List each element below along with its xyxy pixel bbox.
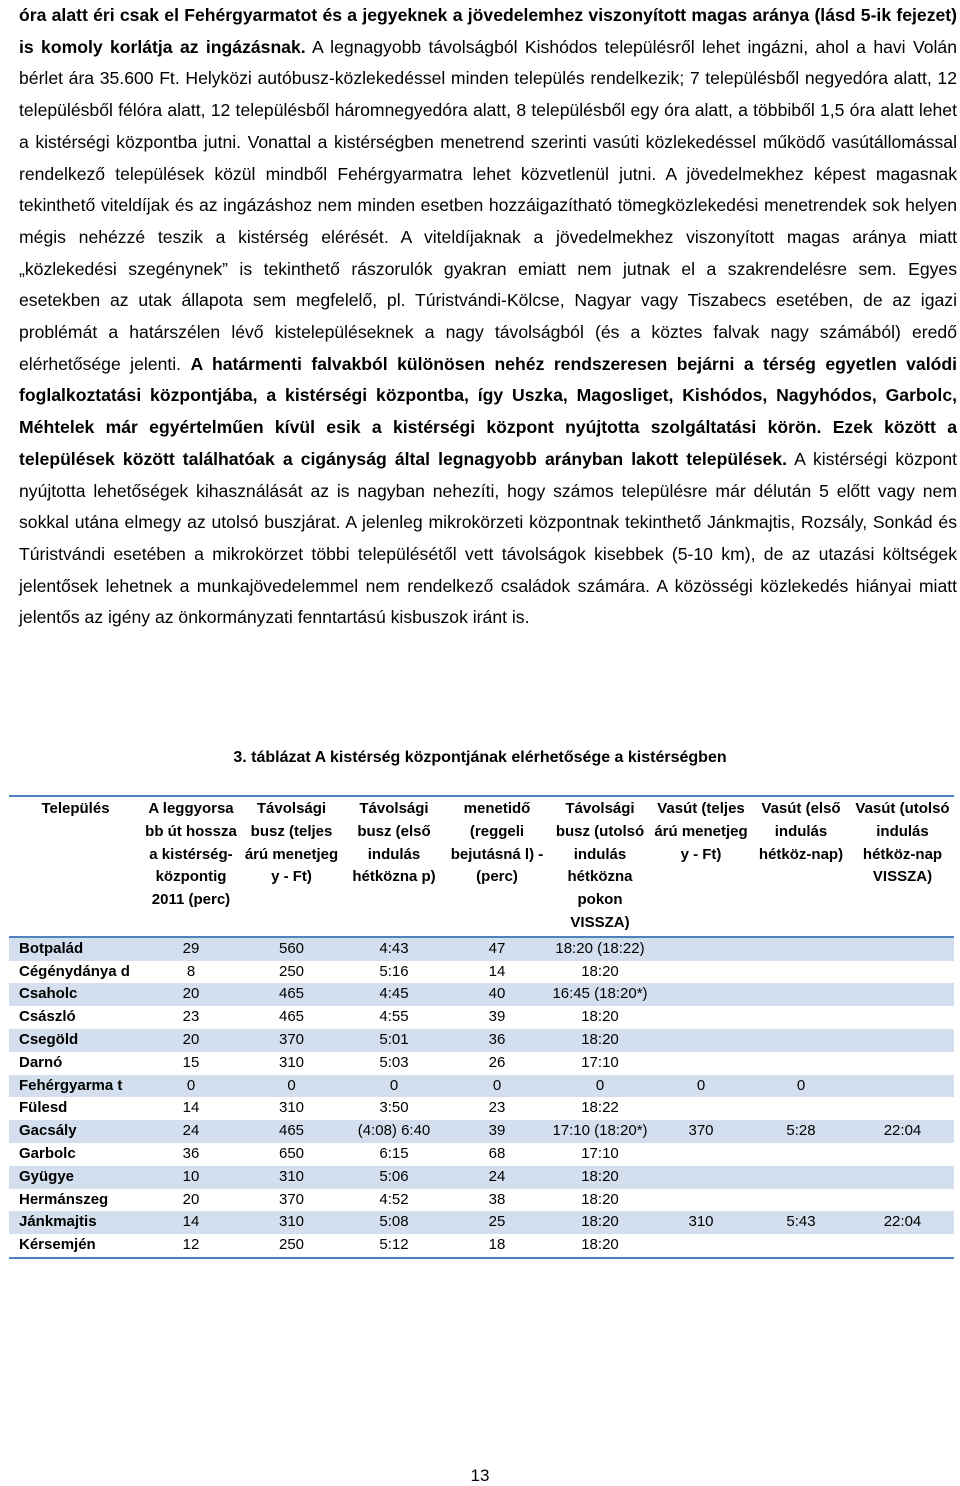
table-cell: 18:20: [581, 1030, 619, 1048]
settlement-name-cell: Csegöld: [19, 1030, 79, 1048]
table-row: [9, 983, 954, 1006]
table-cell: 6:15: [379, 1144, 409, 1162]
table-cell: 17:10 (18:20*): [552, 1122, 648, 1140]
table-cell: 5:06: [379, 1167, 409, 1185]
settlement-name-cell: Császló: [19, 1008, 76, 1026]
table-row: [9, 1075, 954, 1098]
table-cell: [751, 983, 851, 1006]
table-cell: 15: [182, 1053, 200, 1071]
table-cell: [851, 1052, 954, 1075]
table-cell: [851, 1234, 954, 1258]
table-cell: 18:20 (18:22): [555, 939, 645, 957]
table-row: [9, 1234, 954, 1258]
table-cell: [851, 1097, 954, 1120]
table-cell: [851, 1166, 954, 1189]
table-cell: 20: [182, 985, 200, 1003]
table-cell: 18:22: [581, 1099, 619, 1117]
table-cell: 310: [688, 1213, 714, 1231]
header-fastest-route: A leggyorsa bb út hossza a kistérség-központig 2011 (perc): [145, 800, 237, 909]
table-cell: 0: [186, 1076, 196, 1094]
table-row: [9, 937, 954, 961]
table-cell: 14: [182, 1213, 200, 1231]
header-settlement: Település: [41, 800, 110, 817]
table-cell: 14: [488, 962, 506, 980]
table-cell: 36: [182, 1144, 200, 1162]
table-cell: 4:52: [379, 1190, 409, 1208]
table-row: [9, 1211, 954, 1234]
table-cell: [851, 1189, 954, 1212]
table-cell: 370: [278, 1030, 305, 1048]
table-cell: 24: [182, 1122, 200, 1140]
table-cell: [651, 961, 751, 984]
header-travel-time: menetidő (reggeli bejutásná l) - (perc): [450, 800, 544, 886]
table-cell: [651, 1166, 751, 1189]
table-cell: 17:10: [581, 1053, 619, 1071]
table-cell: 650: [278, 1144, 305, 1162]
table-cell: [751, 1166, 851, 1189]
table-cell: 0: [796, 1076, 806, 1094]
table-cell: 5:03: [379, 1053, 409, 1071]
table-cell: 68: [488, 1144, 506, 1162]
settlement-name-cell: Gacsály: [19, 1122, 77, 1140]
header-rail-fare: Vasút (teljes árú menetjeg y - Ft): [654, 800, 748, 863]
table-cell: 5:08: [379, 1213, 409, 1231]
table-cell: [651, 1029, 751, 1052]
settlement-name-cell: Hermánszeg: [19, 1190, 109, 1208]
table-row: [9, 961, 954, 984]
table-cell: 0: [492, 1076, 502, 1094]
table-cell: 22:04: [883, 1213, 922, 1231]
table-cell: 16:45 (18:20*): [552, 985, 648, 1003]
table-cell: [651, 937, 751, 961]
table-cell: 250: [278, 962, 305, 980]
table-cell: [651, 1143, 751, 1166]
settlement-name-cell: Fehérgyarma t: [19, 1076, 123, 1094]
table-cell: 20: [182, 1030, 200, 1048]
table-cell: 18:20: [581, 1213, 619, 1231]
table-cell: [751, 961, 851, 984]
table-cell: 5:16: [379, 962, 409, 980]
table-cell: 310: [278, 1099, 305, 1117]
table-row: [9, 1006, 954, 1029]
table-cell: 4:55: [379, 1008, 409, 1026]
settlement-name-cell: Cégénydánya d: [19, 962, 130, 980]
table-cell: [651, 1097, 751, 1120]
settlement-name-cell: Kérsemjén: [19, 1236, 96, 1254]
table-cell: 3:50: [379, 1099, 409, 1117]
header-bus-fare: Távolsági busz (teljes árú menetjeg y - Ft): [244, 800, 339, 886]
settlement-name-cell: Botpalád: [19, 939, 84, 957]
table-cell: [851, 1075, 954, 1098]
table-cell: 18:20: [581, 1190, 619, 1208]
page-number: 13: [470, 1466, 490, 1485]
paragraph-segment-2: A legnagyobb távolságból Kishódos településről lehet ingázni, ahol a havi Volán bérlet ára 35.600 Ft. Helyközi autóbusz-közlekedéssel minden település rendelkezik; 7 településből negyedóra alatt, 12 településből félóra alatt, 12 településből háromnegyedóra alatt, 8 településből egy óra alatt, a többiből 1,5 óra alatt lehet a kistérségi központba jutni. Vonattal a kistérségben menetrend szerinti vasúti közlekedéssel működő vasútállomással rendelkező települések közül mindből Fehérgyarmatra lehet közvetlenül jutni. A jövedelmekhez képest magasnak tekinthető viteldíjak és az ingázáshoz nem minden esetben hozzáigazítható tömegközlekedési menetrendek sok helyen mégis nehézzé teszik a kistérség elérését. A viteldíjaknak a jövedelmekhez viszonyított magas aránya miatt „közlekedési szegénynek” is tekinthető rászorulók gyakran emiatt nem jutnak el a szakrendelésre sem. Egyes esetekben az utak állapota sem megfelelő, pl. Túristvándi-Kölcse, Nagyar vagy Tiszabecs esetében, de az igazi problémát a határszélen lévő kistelepüléseknek a nagy távolságból (és a köztes falvak nagy számából) eredő elérhetősége jelenti.: [19, 36, 957, 374]
table-cell: (4:08) 6:40: [357, 1122, 431, 1140]
table-cell: 39: [488, 1008, 506, 1026]
table-cell: [751, 1097, 851, 1120]
table-cell: [851, 1029, 954, 1052]
table-cell: 0: [389, 1076, 399, 1094]
table-caption: 3. táblázat A kistérség központjának elérhetősége a kistérségben: [233, 749, 727, 766]
table-cell: [651, 983, 751, 1006]
table-cell: [751, 1006, 851, 1029]
table-cell: 310: [278, 1167, 305, 1185]
table-cell: [851, 937, 954, 961]
table-cell: 22:04: [883, 1122, 922, 1140]
header-bus-last-departure: Távolsági busz (utolsó indulás hétközna pokon VISSZA): [555, 800, 645, 931]
table-cell: [751, 1052, 851, 1075]
table-cell: 4:43: [379, 939, 409, 957]
table-row: [9, 1029, 954, 1052]
settlement-name-cell: Jánkmajtis: [19, 1213, 97, 1231]
header-rail-first-departure: Vasút (első indulás hétköz-nap): [758, 800, 844, 863]
table-cell: 23: [488, 1099, 506, 1117]
table-cell: [651, 1234, 751, 1258]
settlement-name-cell: Csaholc: [19, 985, 78, 1003]
table-cell: 12: [182, 1236, 200, 1254]
header-rail-last-departure: Vasút (utolsó indulás hétköz-nap VISSZA): [855, 800, 950, 886]
table-header-row: [9, 796, 954, 937]
paragraph-segment-1: óra alatt éri csak el Fehérgyarmatot és a jegyeknek a jövedelemhez viszonyított magas aránya (lásd 5-ik fejezet) is komoly korlátja az ingázásnak.: [19, 5, 957, 57]
settlement-name-cell: Darnó: [19, 1053, 63, 1071]
table-cell: 20: [182, 1190, 200, 1208]
table-cell: 0: [595, 1076, 605, 1094]
table-cell: 310: [278, 1213, 305, 1231]
table-cell: [851, 983, 954, 1006]
header-bus-first-departure: Távolsági busz (első indulás hétközna p): [352, 800, 436, 886]
settlement-name-cell: Gyügye: [19, 1167, 75, 1185]
table-cell: 18:20: [581, 1236, 619, 1254]
table-row: [9, 1120, 954, 1143]
table-cell: [851, 1143, 954, 1166]
table-cell: [751, 1029, 851, 1052]
table-cell: 370: [278, 1190, 305, 1208]
table-cell: 25: [488, 1213, 506, 1231]
table-cell: 18:20: [581, 1167, 619, 1185]
table-cell: [651, 1006, 751, 1029]
table-cell: 8: [186, 962, 196, 980]
table-cell: 18:20: [581, 962, 619, 980]
table-cell: 40: [488, 985, 506, 1003]
table-row: [9, 1052, 954, 1075]
paragraph-segment-4: A kistérségi központ nyújtotta lehetőségek kihasználását az is nagyban nehezíti, hogy számos településre már délután 5 előtt vagy nem sokkal utána elmegy az utolsó buszjárat. A jelenleg mikrokörzeti központnak tekinthető Jánkmajtis, Rozsály, Sonkád és Túristvándi esetében a mikrokörzet többi településétől vett távolságok kisebbek (5-10 km), de az utazási költségek jelentősek lehetnek a munkajövedelemmel nem rendelkező családok számára. A közösségi közlekedés hiányai miatt jelentős az igény az önkormányzati fenntartású kisbuszok iránt is.: [19, 448, 957, 628]
paragraph-segment-3: A határmenti falvakból különösen nehéz rendszeresen bejárni a térség egyetlen valódi foglalkoztatási központjába, a kistérségi központba, így Uszka, Magosliget, Kishódos, Nagyhódos, Garbolc, Méhtelek már egyértelműen kívül esik a kistérségi központ nyújtotta szolgáltatási körön. Ezek között a települések között találhatóak a cigányság által legnagyobb arányban lakott települések.: [19, 353, 957, 469]
body-paragraph: [19, 0, 957, 634]
table-cell: [751, 1189, 851, 1212]
table-cell: 23: [182, 1008, 200, 1026]
table-cell: 26: [488, 1053, 506, 1071]
table-cell: 18:20: [581, 1008, 619, 1026]
table-cell: 465: [278, 1008, 305, 1026]
table-cell: 24: [488, 1167, 506, 1185]
table-cell: 18: [488, 1236, 506, 1254]
table-cell: [851, 1006, 954, 1029]
table-cell: 5:43: [786, 1213, 816, 1231]
table-cell: 560: [278, 939, 305, 957]
table-row: [9, 1189, 954, 1212]
table-cell: 14: [182, 1099, 200, 1117]
table-row: [9, 1097, 954, 1120]
table-cell: [751, 937, 851, 961]
table-cell: [751, 1143, 851, 1166]
table-cell: 0: [696, 1076, 706, 1094]
table-cell: 250: [278, 1236, 305, 1254]
table-cell: 17:10: [581, 1144, 619, 1162]
table-row: [9, 1143, 954, 1166]
table-cell: [651, 1052, 751, 1075]
table-cell: 370: [688, 1122, 714, 1140]
settlement-name-cell: Fülesd: [19, 1099, 68, 1117]
table-body: [9, 937, 954, 1258]
table-cell: [751, 1234, 851, 1258]
table-cell: 10: [182, 1167, 200, 1185]
table-cell: 465: [278, 1122, 305, 1140]
table-cell: 465: [278, 985, 305, 1003]
table-cell: 4:45: [379, 985, 409, 1003]
accessibility-table: [9, 795, 954, 1259]
table-cell: 5:12: [379, 1236, 409, 1254]
table-cell: [651, 1189, 751, 1212]
table-cell: [851, 961, 954, 984]
table-cell: 47: [488, 939, 506, 957]
table-cell: 38: [488, 1190, 506, 1208]
table-cell: 36: [488, 1030, 506, 1048]
settlement-name-cell: Garbolc: [19, 1144, 76, 1162]
table-cell: 5:28: [786, 1122, 816, 1140]
table-row: [9, 1166, 954, 1189]
table-cell: 310: [278, 1053, 305, 1071]
table-cell: 29: [182, 939, 200, 957]
table-cell: 5:01: [379, 1030, 409, 1048]
table-cell: 39: [488, 1122, 506, 1140]
table-cell: 0: [287, 1076, 296, 1094]
